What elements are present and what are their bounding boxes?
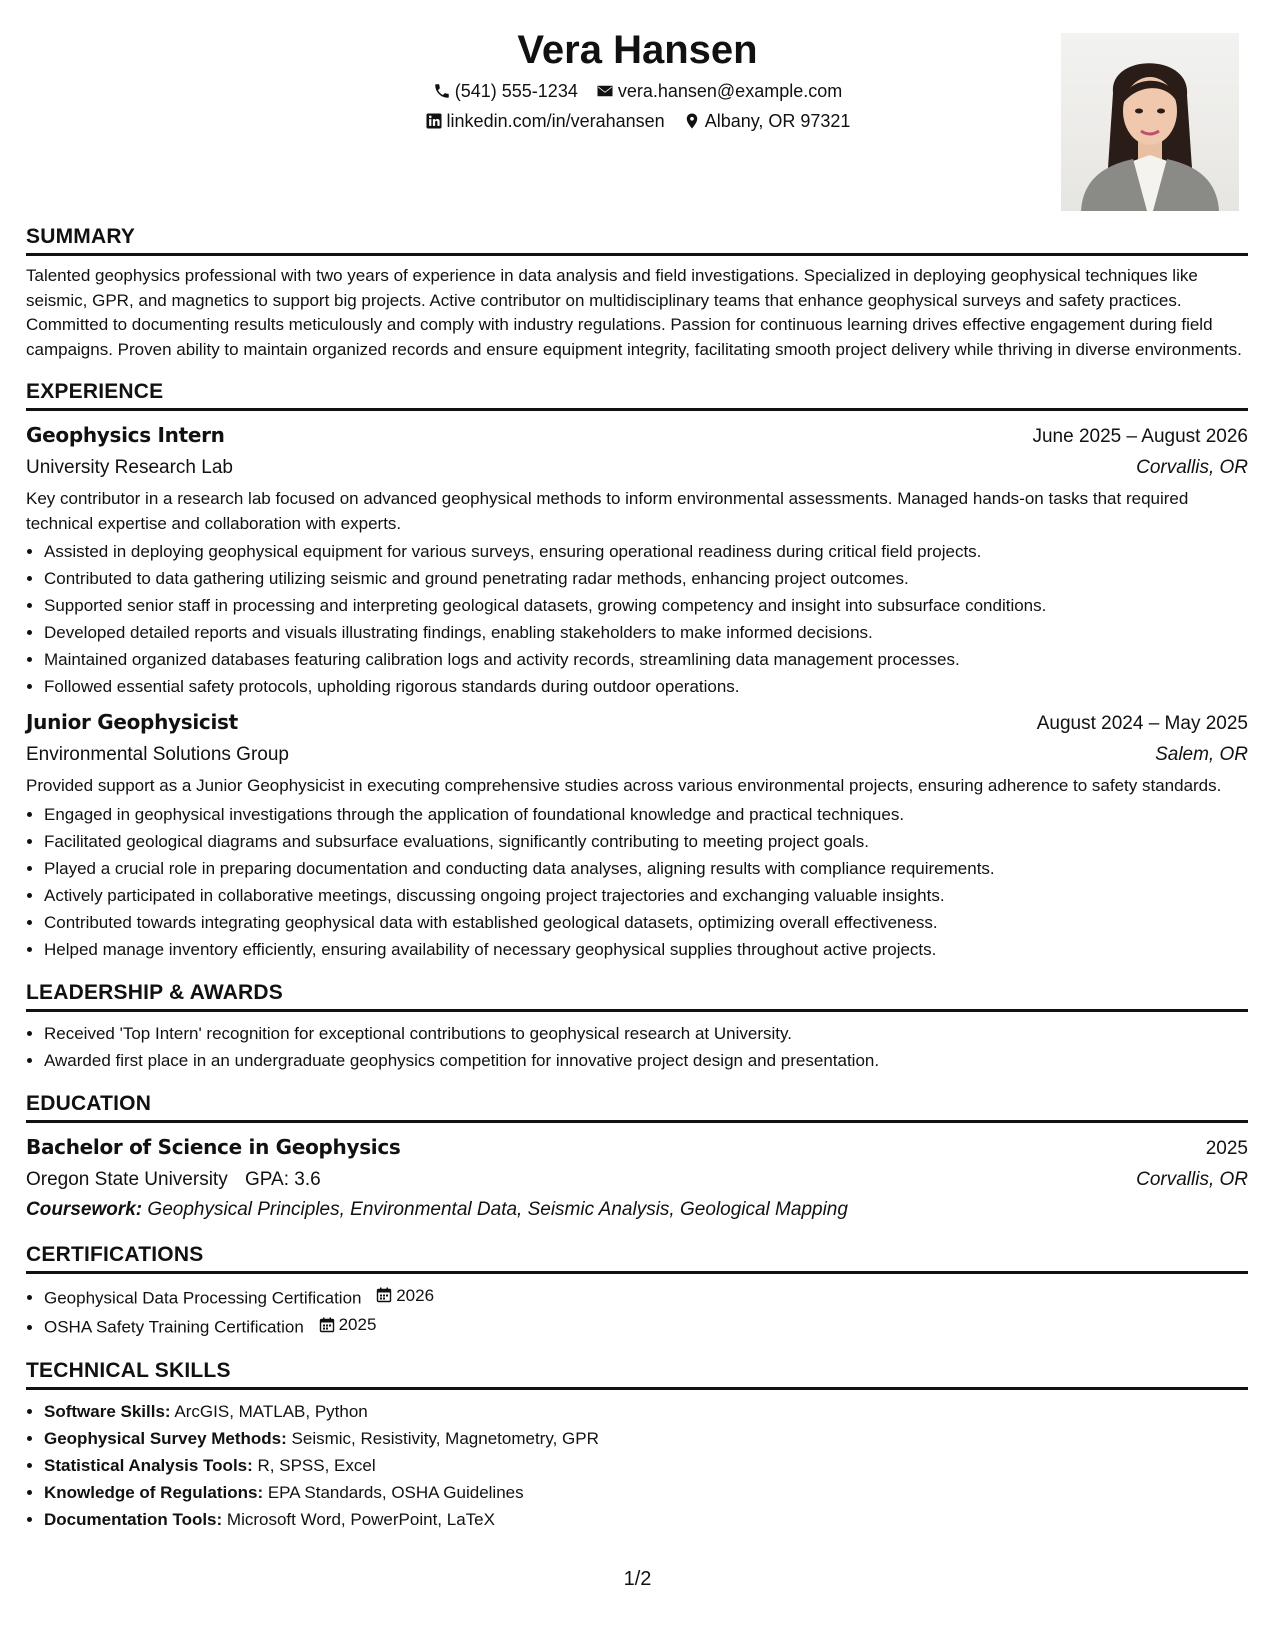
gpa: GPA: 3.6 <box>244 1168 321 1190</box>
leadership-section <box>26 979 1248 1074</box>
job-description: Key contributor in a research lab focused on advanced geophysical methods to inform environmental assessments. Managed hands-on tasks that required technical expertise and collaboration with experts. <box>26 489 1189 533</box>
coursework-label: Coursework: <box>26 1198 143 1220</box>
skill-item <box>44 1506 1248 1533</box>
candidate-name: Vera Hansen <box>517 28 758 72</box>
section-title-education: EDUCATION <box>26 1090 1248 1123</box>
school-location: Corvallis, OR <box>1136 1168 1248 1190</box>
leadership-list <box>26 1020 1248 1074</box>
job-header <box>26 419 1248 453</box>
job-organization: University Research Lab <box>26 457 233 478</box>
job-title: Geophysics Intern <box>26 423 225 447</box>
coursework-list: Geophysical Principles, Environmental Data, Seismic Analysis, Geological Mapping <box>147 1198 848 1220</box>
education-section <box>26 1090 1248 1225</box>
graduation-year: 2025 <box>1205 1137 1248 1159</box>
education-subheader <box>26 1165 1248 1195</box>
section-title-certifications: CERTIFICATIONS <box>26 1241 1248 1274</box>
skill-label: Documentation Tools: <box>44 1509 223 1529</box>
page-number: 1/2 <box>623 1568 652 1590</box>
section-title-experience: EXPERIENCE <box>26 378 1248 411</box>
leadership-item: • Received 'Top Intern' recognition for exceptional contributions to geophysical research at University. <box>44 1020 1248 1047</box>
job-location: Salem, OR <box>1155 744 1248 765</box>
email-address[interactable]: vera.hansen@example.com <box>617 81 843 101</box>
job-location: Corvallis, OR <box>1136 457 1248 478</box>
envelope-icon <box>596 82 614 100</box>
job-bullet: • Actively participated in collaborative meetings, discussing ongoing project trajectories and exchanging valuable insights. <box>44 882 1248 909</box>
job-bullets <box>26 538 1248 700</box>
skill-item <box>44 1479 1248 1506</box>
certification-date <box>319 1311 377 1338</box>
skills-section <box>26 1357 1248 1533</box>
linkedin-contact <box>425 106 665 136</box>
skill-value: Microsoft Word, PowerPoint, LaTeX <box>226 1509 495 1529</box>
email-contact <box>596 76 842 106</box>
skill-value: ArcGIS, MATLAB, Python <box>174 1401 368 1421</box>
skill-label: Statistical Analysis Tools: <box>44 1455 253 1475</box>
leadership-item: • Awarded first place in an undergraduate geophysics competition for innovative project design and presentation. <box>44 1047 1248 1074</box>
school-and-gpa <box>26 1165 321 1195</box>
job-entry <box>26 419 1248 700</box>
certification-name: Geophysical Data Processing Certification <box>44 1288 362 1307</box>
job-title: Junior Geophysicist <box>26 710 238 734</box>
section-title-leadership: LEADERSHIP & AWARDS <box>26 979 1248 1012</box>
skill-value: EPA Standards, OSHA Guidelines <box>267 1482 524 1502</box>
location-text: Albany, OR 97321 <box>704 111 851 131</box>
job-bullet: • Followed essential safety protocols, upholding rigorous standards during outdoor operations. <box>44 673 1248 700</box>
phone-icon <box>433 82 451 100</box>
job-bullet: • Helped manage inventory efficiently, ensuring availability of necessary geophysical supplies throughout active projects. <box>44 936 1248 963</box>
job-entry <box>26 706 1248 963</box>
certification-year: 2026 <box>396 1285 435 1305</box>
summary-text: Talented geophysics professional with two years of experience in data analysis and field investigations. Specialized in deploying geophysical techniques like seismic, GPR, and magnetics to support big projects. Active contributor on multidisciplinary teams that enhance geophysical surveys and safety practices. Committed to documenting results meticulously and comply with industry regulations. Passion for continuous learning drives effective engagement during field campaigns. Proven ability to maintain organized records and ensure equipment integrity, facilitating smooth project delivery while thriving in diverse environments. <box>26 266 1242 359</box>
calendar-icon <box>319 1317 335 1333</box>
linkedin-url[interactable]: linkedin.com/in/verahansen <box>446 111 665 131</box>
school-name: Oregon State University <box>26 1168 228 1190</box>
degree-name: Bachelor of Science in Geophysics <box>26 1134 401 1159</box>
certification-year: 2025 <box>338 1315 377 1334</box>
education-header <box>26 1131 1248 1165</box>
skill-item <box>44 1425 1248 1452</box>
linkedin-icon <box>425 112 443 130</box>
section-title-skills: TECHNICAL SKILLS <box>26 1357 1248 1390</box>
job-bullet: • Engaged in geophysical investigations through the application of foundational knowledge and practical techniques. <box>44 801 1248 828</box>
skill-value: R, SPSS, Excel <box>257 1455 376 1475</box>
job-bullet: • Played a crucial role in preparing documentation and conducting data analyses, aligning results with compliance requirements. <box>44 855 1248 882</box>
job-subheader <box>26 453 1248 483</box>
job-bullet: • Facilitated geological diagrams and subsurface evaluations, significantly contributing to meeting project goals. <box>44 828 1248 855</box>
job-header <box>26 706 1248 740</box>
coursework-line <box>26 1195 1248 1225</box>
job-bullet: • Contributed towards integrating geophysical data with established geological datasets, optimizing overall effectiveness. <box>44 909 1248 936</box>
experience-section <box>26 378 1248 963</box>
section-title-summary: SUMMARY <box>26 223 1248 256</box>
job-organization: Environmental Solutions Group <box>26 744 289 765</box>
skill-label: Geophysical Survey Methods: <box>44 1428 287 1448</box>
skill-value: Seismic, Resistivity, Magnetometry, GPR <box>291 1428 599 1448</box>
certifications-list <box>26 1282 1248 1341</box>
summary-section <box>26 223 1248 362</box>
job-bullet: • Contributed to data gathering utilizing seismic and ground penetrating radar methods, enhancing project outcomes. <box>44 565 1248 592</box>
job-bullet: • Supported senior staff in processing and interpreting geological datasets, growing competency and insight into subsurface conditions. <box>44 592 1248 619</box>
phone-contact <box>433 76 578 106</box>
certification-item <box>44 1282 1248 1312</box>
job-subheader <box>26 740 1248 770</box>
skill-item <box>44 1398 1248 1425</box>
job-bullet: • Maintained organized databases featuring calibration logs and activity records, streamlining data management processes. <box>44 646 1248 673</box>
skill-item <box>44 1452 1248 1479</box>
map-pin-icon <box>683 112 701 130</box>
job-description: Provided support as a Junior Geophysicist in executing comprehensive studies across various environmental projects, ensuring adherence to safety standards. <box>26 776 1222 795</box>
job-bullet: • Assisted in deploying geophysical equipment for various surveys, ensuring operational readiness during critical field projects. <box>44 538 1248 565</box>
job-dates: August 2024 – May 2025 <box>1036 713 1248 734</box>
certification-item <box>44 1311 1248 1341</box>
skill-label: Knowledge of Regulations: <box>44 1482 264 1502</box>
job-bullet: • Developed detailed reports and visuals illustrating findings, enabling stakeholders to make informed decisions. <box>44 619 1248 646</box>
location-contact <box>683 106 851 136</box>
job-dates: June 2025 – August 2026 <box>1032 426 1248 447</box>
phone-number[interactable]: (541) 555-1234 <box>454 81 578 101</box>
job-bullets <box>26 801 1248 963</box>
certifications-section <box>26 1241 1248 1341</box>
certification-date <box>376 1282 434 1309</box>
skill-label: Software Skills: <box>44 1401 171 1421</box>
certification-name: OSHA Safety Training Certification <box>44 1317 304 1337</box>
resume-content <box>26 223 1248 1549</box>
profile-photo <box>1061 33 1239 211</box>
skills-list <box>26 1398 1248 1533</box>
calendar-icon <box>376 1287 392 1303</box>
